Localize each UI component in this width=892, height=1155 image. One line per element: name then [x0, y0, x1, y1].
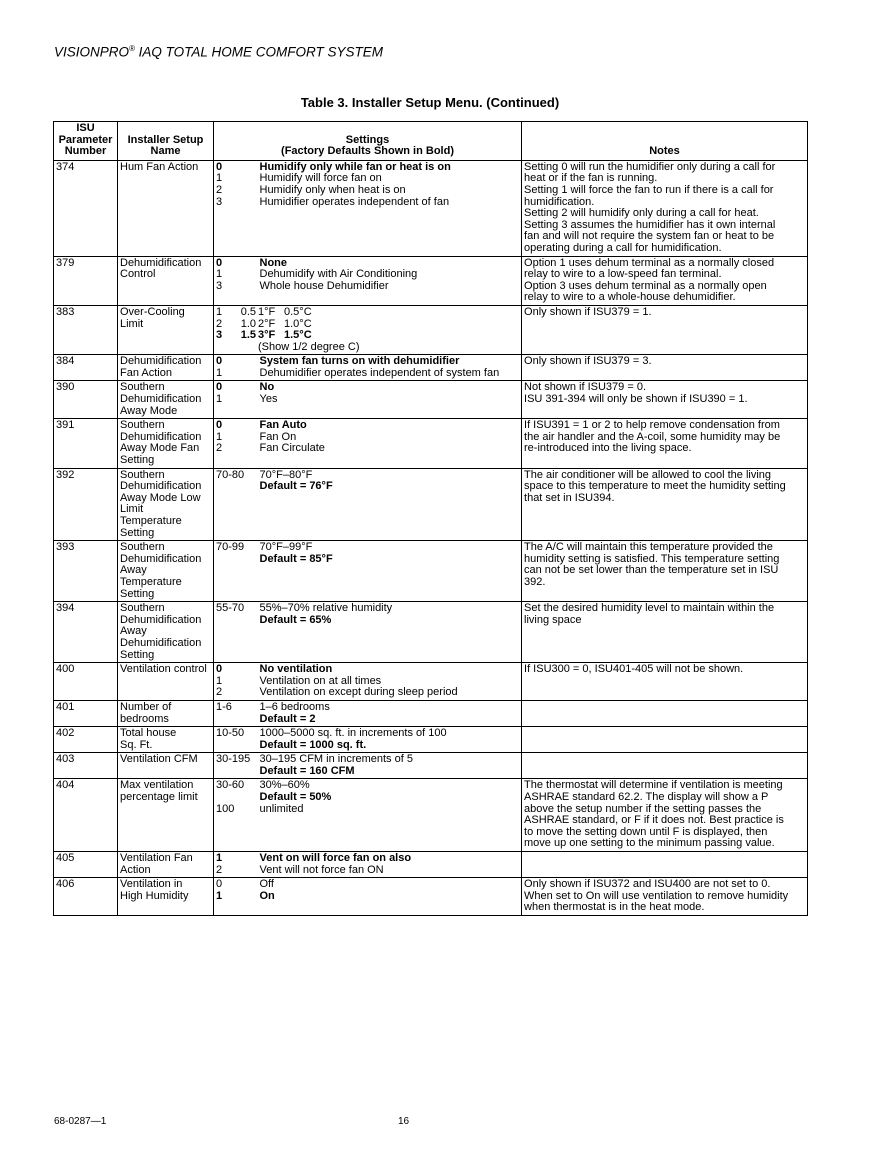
setup-name: Dehumidification Control: [118, 256, 214, 305]
isu-number: 394: [54, 602, 118, 663]
setup-name: Southern Dehumidification Away Temperature Setting: [118, 541, 214, 602]
setting-descriptions: Fan Auto Fan On Fan Circulate: [258, 419, 522, 468]
notes: The thermostat will determine if ventilation is meeting ASHRAE standard 62.2. The display will show a P above the setup number if the setting passes the ASHRAE standard, or F if it does not. Best practice is to move the setting down until F is displayed, then move up one setting to the minimum passing value.: [522, 779, 808, 852]
table-row: [54, 160, 808, 256]
document-header: [54, 44, 383, 60]
table-row: [54, 727, 808, 753]
setting-descriptions: No ventilation Ventilation on at all times Ventilation on except during sleep period: [258, 663, 522, 701]
setup-name: Number of bedrooms: [118, 700, 214, 726]
notes: Only shown if ISU379 = 3.: [522, 355, 808, 381]
col-header-notes: Notes: [522, 122, 808, 161]
notes: [522, 700, 808, 726]
setup-name: Southern Dehumidification Away Dehumidification Setting: [118, 602, 214, 663]
header-brand: VISIONPRO: [54, 44, 130, 60]
setup-name: Ventilation CFM: [118, 753, 214, 779]
table-header-row: [54, 122, 808, 161]
isu-number: 384: [54, 355, 118, 381]
setting-codes: 0 1: [214, 355, 258, 381]
table-title: Table 3. Installer Setup Menu. (Continued): [300, 95, 560, 110]
table-row: [54, 468, 808, 541]
setting-range: 10-50: [214, 727, 258, 753]
notes: Not shown if ISU379 = 0. ISU 391-394 will only be shown if ISU390 = 1.: [522, 381, 808, 419]
setting-range: 70-99: [214, 541, 258, 602]
notes: Only shown if ISU372 and ISU400 are not set to 0. When set to On will use ventilation to remove humidity when thermostat is in the heat mode.: [522, 878, 808, 916]
table-row: [54, 541, 808, 602]
table-row: [54, 381, 808, 419]
setup-name: Dehumidification Fan Action: [118, 355, 214, 381]
setup-name: Over-Cooling Limit: [118, 305, 214, 354]
isu-number: 390: [54, 381, 118, 419]
col-header-isu: ISU Parameter Number: [54, 122, 118, 161]
notes: If ISU391 = 1 or 2 to help remove condensation from the air handler and the A-coil, some humidity may be re-introduced into the living space.: [522, 419, 808, 468]
table-row: [54, 878, 808, 916]
setup-name: Ventilation in High Humidity: [118, 878, 214, 916]
setting-descriptions: 30%–60% Default = 50% unlimited: [258, 779, 522, 852]
setting-descriptions: Humidify only while fan or heat is on Humidify will force fan on Humidify only when heat is on Humidifier operates independent of fan: [258, 160, 522, 256]
setting-descriptions: Off On: [258, 878, 522, 916]
isu-number: 379: [54, 256, 118, 305]
setting-descriptions: 70°F–99°F Default = 85°F: [258, 541, 522, 602]
setting-codes: 1 2: [214, 852, 258, 878]
notes: If ISU300 = 0, ISU401-405 will not be shown.: [522, 663, 808, 701]
setup-name: Ventilation control: [118, 663, 214, 701]
table-row: [54, 663, 808, 701]
table-row: [54, 305, 808, 354]
setup-name: Southern Dehumidification Away Mode Fan Setting: [118, 419, 214, 468]
setting-descriptions: 30–195 CFM in increments of 5 Default = 160 CFM: [258, 753, 522, 779]
setting-codes: 30-60 100: [214, 779, 258, 852]
table-row: [54, 779, 808, 852]
setting-codes: 0 1: [214, 878, 258, 916]
isu-number: 406: [54, 878, 118, 916]
setting-codes: 0 1 2: [214, 419, 258, 468]
setting-range: 30-195: [214, 753, 258, 779]
notes: Set the desired humidity level to maintain within the living space: [522, 602, 808, 663]
isu-number: 404: [54, 779, 118, 852]
setting-range: 1-6: [214, 700, 258, 726]
setup-name: Southern Dehumidification Away Mode: [118, 381, 214, 419]
setting-codes: 0 1 2 3: [214, 160, 258, 256]
setting-descriptions: 1000–5000 sq. ft. in increments of 100 Default = 1000 sq. ft.: [258, 727, 522, 753]
table-row: [54, 852, 808, 878]
notes: Setting 0 will run the humidifier only during a call for heat or if the fan is running. Setting 1 will force the fan to run if there is a call for humidification. Setting 2 will humidify only during a call for heat. Setting 3 assumes the humidifier has it own internal fan and will not require the system fan or heat to be operating during a call for humidification.: [522, 160, 808, 256]
setting-codes: 0 1 2: [214, 663, 258, 701]
setting-descriptions: 1–6 bedrooms Default = 2: [258, 700, 522, 726]
isu-number: 403: [54, 753, 118, 779]
page-number: 16: [398, 1116, 410, 1127]
notes: The air conditioner will be allowed to cool the living space to this temperature to meet the humidity setting that set in ISU394.: [522, 468, 808, 541]
setup-name: Ventilation Fan Action: [118, 852, 214, 878]
col-header-name: Installer Setup Name: [118, 122, 214, 161]
setting-range: 70-80: [214, 468, 258, 541]
setting-descriptions: No Yes: [258, 381, 522, 419]
table-row: [54, 256, 808, 305]
installer-setup-table: [53, 121, 808, 916]
setup-name: Max ventilation percentage limit: [118, 779, 214, 852]
header-text: IAQ TOTAL HOME COMFORT SYSTEM: [134, 44, 383, 60]
document-number: 68-0287—1: [54, 1116, 107, 1127]
table-row: [54, 753, 808, 779]
isu-number: 374: [54, 160, 118, 256]
table-row: [54, 355, 808, 381]
setting-descriptions: 55%–70% relative humidity Default = 65%: [258, 602, 522, 663]
isu-number: 401: [54, 700, 118, 726]
isu-number: 405: [54, 852, 118, 878]
setting-codes: 0 1 3: [214, 256, 258, 305]
setting-descriptions: Vent on will force fan on also Vent will not force fan ON: [258, 852, 522, 878]
registered-mark: ®: [129, 44, 135, 53]
table-row: [54, 700, 808, 726]
setting-descriptions: 70°F–80°F Default = 76°F: [258, 468, 522, 541]
setup-name: Hum Fan Action: [118, 160, 214, 256]
isu-number: 400: [54, 663, 118, 701]
notes: [522, 753, 808, 779]
notes: The A/C will maintain this temperature provided the humidity setting is satisfied. This temperature setting can not be set lower than the temperature set in ISU 392.: [522, 541, 808, 602]
setting-codes: 0 1: [214, 381, 258, 419]
isu-number: 392: [54, 468, 118, 541]
isu-number: 393: [54, 541, 118, 602]
setting-range: 55-70: [214, 602, 258, 663]
notes: [522, 727, 808, 753]
setting-options: 1 0.5 1°F 0.5°C 2 1.0 2°F 1.0°C 3 1.5 3°F 1.5°C (Show 1/2 degree C): [214, 305, 522, 354]
isu-number: 383: [54, 305, 118, 354]
table-row: [54, 419, 808, 468]
notes: [522, 852, 808, 878]
table-row: [54, 602, 808, 663]
isu-number: 391: [54, 419, 118, 468]
col-header-settings: Settings (Factory Defaults Shown in Bold): [214, 122, 522, 161]
notes: Option 1 uses dehum terminal as a normally closed relay to wire to a low-speed fan terminal. Option 3 uses dehum terminal as a normally open relay to wire to a whole-house dehumidifier.: [522, 256, 808, 305]
isu-number: 402: [54, 727, 118, 753]
setting-descriptions: None Dehumidify with Air Conditioning Whole house Dehumidifier: [258, 256, 522, 305]
notes: Only shown if ISU379 = 1.: [522, 305, 808, 354]
setting-descriptions: System fan turns on with dehumidifier Dehumidifier operates independent of system fan: [258, 355, 522, 381]
setup-name: Southern Dehumidification Away Mode Low Limit Temperature Setting: [118, 468, 214, 541]
setup-name: Total house Sq. Ft.: [118, 727, 214, 753]
